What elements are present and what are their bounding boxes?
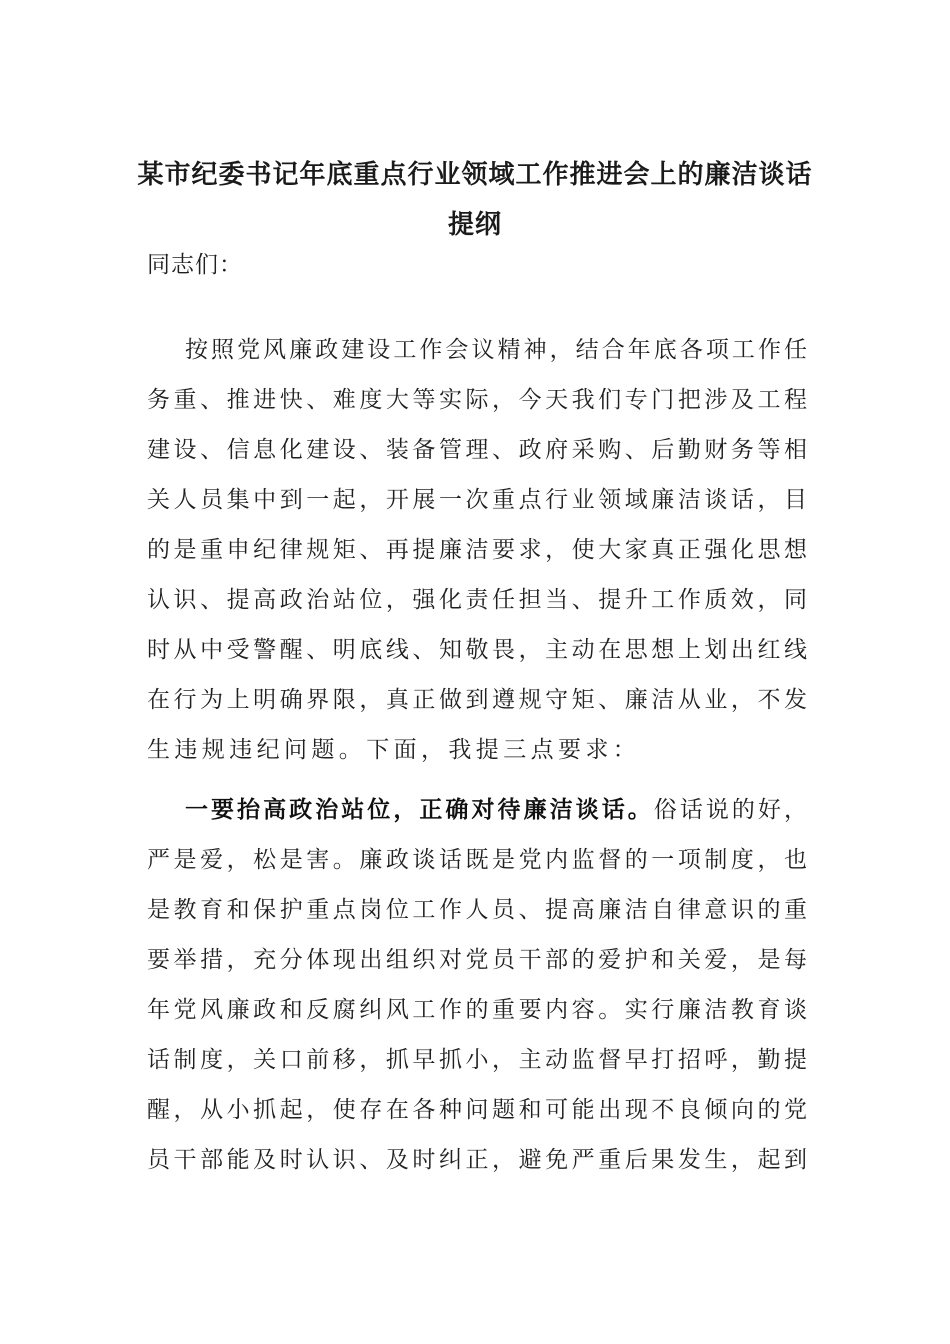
point-one-first-line-rest: 俗话说的好，	[653, 797, 808, 823]
paragraph-point-one	[147, 785, 807, 1185]
paragraph-line: 要举措，充分体现出组织对党员干部的爱护和关爱，是每	[147, 947, 807, 973]
salutation: 同志们：	[147, 252, 243, 278]
paragraph-line: 生违规违纪问题。下面，我提三点要求：	[147, 737, 641, 763]
point-one-heading: 一要抬高政治站位，正确对待廉洁谈话。	[185, 796, 654, 823]
paragraph-line: 年党风廉政和反腐纠风工作的重要内容。实行廉洁教育谈	[147, 997, 807, 1023]
paragraph-line: 时从中受警醒、明底线、知敬畏，主动在思想上划出红线	[147, 637, 807, 663]
paragraph-line: 员干部能及时认识、及时纠正，避免严重后果发生，起到	[147, 1147, 807, 1173]
paragraph-intro	[147, 325, 807, 775]
paragraph-line: 建设、信息化建设、装备管理、政府采购、后勤财务等相	[147, 437, 807, 463]
paragraph-line: 话制度，关口前移，抓早抓小，主动监督早打招呼，勤提	[147, 1047, 807, 1073]
document-title-line-2: 提纲	[447, 210, 502, 240]
paragraph-line: 关人员集中到一起，开展一次重点行业领域廉洁谈话，目	[147, 487, 807, 513]
paragraph-line: 严是爱，松是害。廉政谈话既是党内监督的一项制度，也	[147, 847, 807, 873]
paragraph-line: 按照党风廉政建设工作会议精神，结合年底各项工作任	[185, 337, 807, 363]
paragraph-line: 认识、提高政治站位，强化责任担当、提升工作质效，同	[147, 587, 807, 613]
paragraph-line: 醒，从小抓起，使存在各种问题和可能出现不良倾向的党	[147, 1097, 807, 1123]
paragraph-line	[147, 785, 807, 835]
paragraph-line: 的是重申纪律规矩、再提廉洁要求，使大家真正强化思想	[147, 537, 807, 563]
paragraph-line: 务重、推进快、难度大等实际，今天我们专门把涉及工程	[147, 387, 807, 413]
paragraph-line: 在行为上明确界限，真正做到遵规守矩、廉洁从业，不发	[147, 687, 807, 713]
document-title-line-1: 某市纪委书记年底重点行业领域工作推进会上的廉洁谈话	[137, 160, 813, 190]
paragraph-line: 是教育和保护重点岗位工作人员、提高廉洁自律意识的重	[147, 897, 807, 923]
